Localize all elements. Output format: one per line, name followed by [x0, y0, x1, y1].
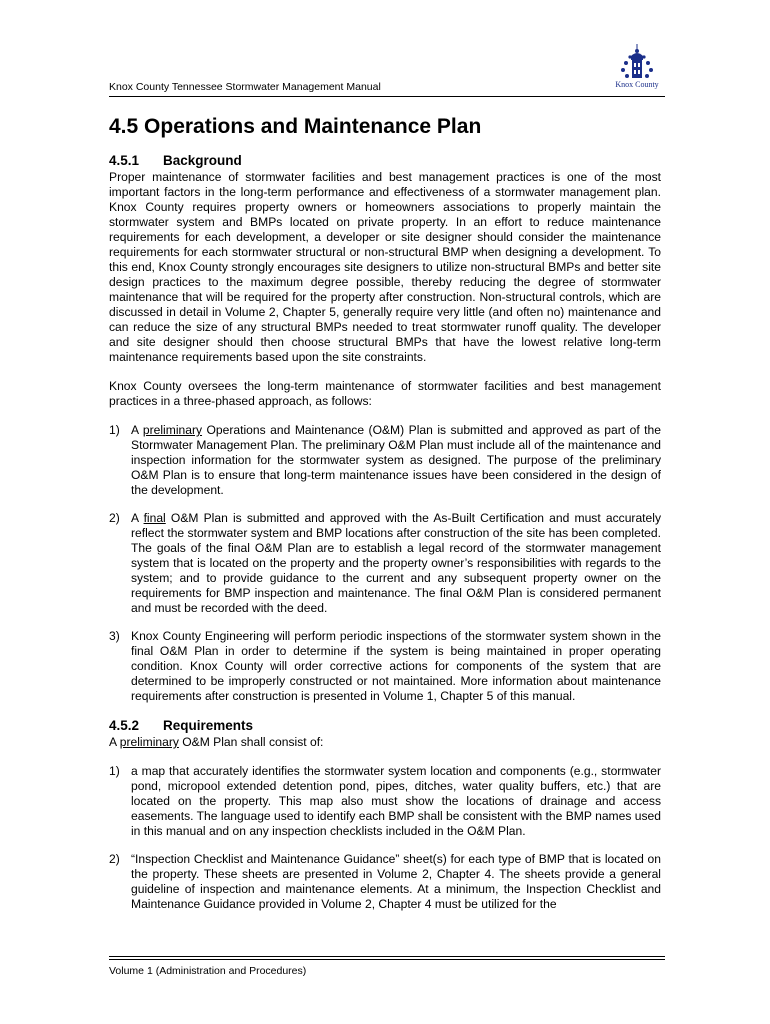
list-text: Operations and Maintenance (O&M) Plan is submitted and approved as part of the Stormwater Management Plan. The preliminary O&M Plan must include all of the maintenance and inspection information for the stormwater system as designed. The purpose of the preliminary O&M Plan is to ensure that long-term maintenance issues have been considered in the design of the development. [131, 423, 661, 497]
document-body [109, 114, 661, 925]
footer-text: Volume 1 (Administration and Procedures) [109, 965, 307, 977]
header-title: Knox County Tennessee Stormwater Management Manual [109, 81, 381, 93]
list-number: 1) [109, 764, 120, 778]
list-text: a map that accurately identifies the stormwater system location and components (e.g., stormwater pond, micropool extended detention pond, pipes, ditches, water quality buffers, etc.) that are located on the property. This map also must show the locations of drainage and access easements. The language used to identify each BMP shall be consistent with the BMP names used in this manual and on any inspection checklists included in the O&M Plan. [131, 764, 661, 838]
emphasis-text: final [143, 511, 166, 525]
footer-rule [109, 956, 665, 957]
list-item [109, 764, 661, 839]
footer-rule [109, 959, 665, 960]
list-text: A [131, 423, 143, 437]
phase-list [109, 423, 661, 704]
paragraph: Knox County oversees the long-term maintenance of stormwater facilities and best management practices in a three-phased approach, as follows: [109, 379, 661, 408]
subsection-number: 4.5.1 [109, 153, 140, 168]
list-number: 1) [109, 423, 120, 437]
emphasis-text: preliminary [142, 423, 203, 437]
list-item [109, 511, 661, 616]
requirements-list [109, 764, 661, 912]
logo-text: Knox County [615, 80, 659, 89]
list-number: 3) [109, 629, 120, 643]
intro-text: A [109, 735, 120, 749]
list-number: 2) [109, 511, 120, 525]
list-item [109, 423, 661, 498]
paragraph [109, 735, 661, 750]
subsection-number: 4.5.2 [109, 718, 140, 733]
subsection-title: Background [163, 153, 242, 168]
subsection-heading-background [109, 152, 661, 169]
subsection-title: Requirements [163, 718, 254, 733]
section-title: 4.5 Operations and Maintenance Plan [109, 115, 482, 138]
subsection-heading-requirements [109, 717, 661, 734]
list-text: O&M Plan is submitted and approved with the As-Built Certification and must accurately reflect the stormwater system and BMP locations after construction of the site has been completed. The goals of the final O&M Plan are to establish a legal record of the stormwater management system that is located on the property and the property owner’s responsibilities with regards to the system; and to provide guidance to the current and any subsequent property owner on the requirements for BMP inspection and maintenance. The final O&M Plan is considered permanent and must be recorded with the deed. [131, 511, 661, 615]
list-text: A [131, 511, 144, 525]
list-number: 2) [109, 852, 120, 866]
list-text: “Inspection Checklist and Maintenance Guidance” sheet(s) for each type of BMP that is located on the property. These sheets are presented in Volume 2, Chapter 4. The sheets provide a general guideline of inspection and maintenance elements. At a minimum, the Inspection Checklist and Maintenance Guidance provided in Volume 2, Chapter 4 must be utilized for the [131, 852, 661, 911]
list-text: Knox County Engineering will perform periodic inspections of the stormwater system shown in the final O&M Plan in order to determine if the system is being maintained in proper operating condition. Knox County will order corrective actions for components of the system that are determined to be improperly constructed or not maintained. More information about maintenance requirements after construction is presented in Volume 1, Chapter 5 of this manual. [131, 629, 661, 703]
intro-text: O&M Plan shall consist of: [178, 735, 324, 749]
emphasis-text: preliminary [119, 735, 179, 749]
header-rule [109, 96, 665, 97]
list-item [109, 629, 661, 704]
list-item [109, 852, 661, 912]
paragraph: Proper maintenance of stormwater facilities and best management practices is one of the most important factors in the long-term performance and effectiveness of a stormwater management plan. Knox County requires property owners or homeowners associations to properly maintain the stormwater system and BMPs located on private property. In an effort to reduce maintenance requirements for each development, a developer or site designer should consider the maintenance requirements for each stormwater structural or non-structural BMP when designing a development. To this end, Knox County strongly encourages site designers to utilize non-structural BMPs and better site design practices to the maximum degree possible, thereby reducing the degree of stormwater maintenance that will be required for the property after construction. Non-structural controls, which are discussed in detail in Volume 2, Chapter 5, generally require very little (and often no) maintenance and can reduce the size of any structural BMPs needed to treat stormwater runoff quality. The developer and site designer should then choose structural BMPs that have the lowest relative long-term maintenance requirements based upon the site constraints. [109, 170, 661, 364]
